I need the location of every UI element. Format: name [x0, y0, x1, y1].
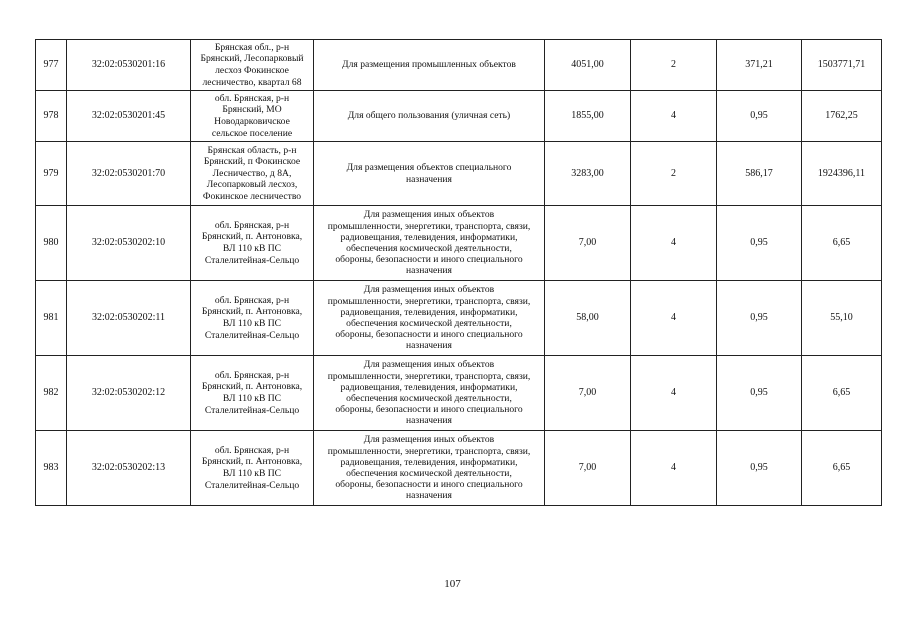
- address-cell-line: Лесничество, д 8А,: [212, 167, 292, 179]
- area-cell: 3283,00: [545, 142, 631, 206]
- permitted-use-cell: [314, 142, 545, 206]
- row-number-cell: 980: [36, 206, 67, 281]
- cadastral-value-cell: 1924396,11: [802, 142, 882, 206]
- permitted-use-cell: [314, 356, 545, 431]
- address-cell-line: ВЛ 110 кВ ПС: [222, 393, 282, 404]
- permitted-use-cell: [314, 431, 545, 506]
- address-cell: [191, 281, 314, 356]
- address-cell-line: обл. Брянская, р-н: [214, 444, 290, 456]
- permitted-use-cell: [314, 206, 545, 281]
- permitted-use-cell-line: назначения: [406, 415, 452, 427]
- address-cell-line: Сталелитейная-Сельцо: [204, 404, 300, 416]
- row-number-cell: 983: [36, 431, 67, 506]
- cadastral-value-cell: 6,65: [802, 431, 882, 506]
- address-cell-line: Сталелитейная-Сельцо: [204, 329, 300, 341]
- permitted-use-cell-line: обеспечения космической деятельности,: [346, 318, 512, 329]
- use-group-cell: 2: [631, 40, 717, 91]
- cadastral-value-cell: 1762,25: [802, 91, 882, 142]
- address-cell-line: обл. Брянская, р-н: [214, 294, 290, 306]
- area-cell: 58,00: [545, 281, 631, 356]
- permitted-use-cell: [314, 281, 545, 356]
- specific-value-cell: 0,95: [717, 206, 802, 281]
- permitted-use-cell-line: обороны, безопасности и иного специального: [335, 479, 523, 491]
- permitted-use-cell-line: радиовещания, телевидения, информатики,: [340, 306, 518, 318]
- permitted-use-cell-line: промышленности, энергетики, транспорта, связи,: [327, 295, 531, 307]
- permitted-use-cell: [314, 40, 545, 91]
- address-cell-line: Брянский, Лесопарковый: [200, 53, 304, 65]
- table-row: [36, 356, 882, 431]
- permitted-use-cell-line: назначения: [406, 340, 452, 352]
- area-cell: 7,00: [545, 431, 631, 506]
- table-row: [36, 142, 882, 206]
- cadastral-number-cell: 32:02:0530202:10: [67, 206, 191, 281]
- specific-value-cell: 0,95: [717, 356, 802, 431]
- address-cell: [191, 40, 314, 91]
- cadastral-number-cell: 32:02:0530202:11: [67, 281, 191, 356]
- permitted-use-cell: [314, 91, 545, 142]
- address-cell: [191, 91, 314, 142]
- address-cell-line: Лесопарковый лесхоз,: [206, 179, 298, 191]
- cadastral-number-cell: 32:02:0530201:45: [67, 91, 191, 142]
- table-row: [36, 206, 882, 281]
- permitted-use-cell-line: назначения: [406, 173, 452, 185]
- page-number: 107: [444, 578, 461, 590]
- use-group-cell: 4: [631, 281, 717, 356]
- address-cell-line: Брянский, п. Антоновка,: [201, 456, 303, 468]
- permitted-use-cell-line: обеспечения космической деятельности,: [346, 243, 512, 254]
- address-cell-line: ВЛ 110 кВ ПС: [222, 318, 282, 329]
- permitted-use-cell-line: Для размещения иных объектов: [363, 284, 495, 296]
- address-cell-line: Сталелитейная-Сельцо: [204, 254, 300, 266]
- table-row: [36, 431, 882, 506]
- address-cell-line: Брянский, п. Антоновка,: [201, 381, 303, 393]
- permitted-use-cell-line: обеспечения космической деятельности,: [346, 393, 512, 404]
- address-cell-line: обл. Брянская, р-н: [214, 92, 290, 104]
- cadastral-number-cell: 32:02:0530201:70: [67, 142, 191, 206]
- row-number-cell: 977: [36, 40, 67, 91]
- cadastral-value-cell: 55,10: [802, 281, 882, 356]
- permitted-use-cell-line: промышленности, энергетики, транспорта, связи,: [327, 370, 531, 382]
- address-cell-line: Брянская область, р-н: [207, 144, 297, 156]
- address-cell-line: Брянский, п. Антоновка,: [201, 231, 303, 243]
- use-group-cell: 4: [631, 356, 717, 431]
- specific-value-cell: 0,95: [717, 431, 802, 506]
- address-cell-line: Брянский, МО: [222, 104, 282, 116]
- table-row: [36, 281, 882, 356]
- use-group-cell: 4: [631, 206, 717, 281]
- address-cell-line: Брянская обл., р-н: [214, 41, 290, 53]
- cadastral-number-cell: 32:02:0530201:16: [67, 40, 191, 91]
- address-cell: [191, 356, 314, 431]
- address-cell-line: ВЛ 110 кВ ПС: [222, 243, 282, 254]
- cadastral-value-cell: 1503771,71: [802, 40, 882, 91]
- area-cell: 7,00: [545, 206, 631, 281]
- permitted-use-cell-line: обороны, безопасности и иного специального: [335, 329, 523, 341]
- permitted-use-cell-line: Для размещения иных объектов: [363, 434, 495, 446]
- permitted-use-cell-line: назначения: [406, 265, 452, 277]
- row-number-cell: 981: [36, 281, 67, 356]
- cadastral-value-cell: 6,65: [802, 356, 882, 431]
- address-cell-line: лесничество, квартал 68: [202, 76, 302, 88]
- address-cell-line: обл. Брянская, р-н: [214, 369, 290, 381]
- address-cell-line: Брянский, п Фокинское: [203, 156, 301, 168]
- specific-value-cell: 371,21: [717, 40, 802, 91]
- address-cell-line: Брянский, п. Антоновка,: [201, 306, 303, 318]
- address-cell-line: лесхоз Фокинское: [215, 65, 289, 76]
- address-cell-line: Сталелитейная-Сельцо: [204, 479, 300, 491]
- permitted-use-cell-line: обороны, безопасности и иного специального: [335, 254, 523, 266]
- cadastral-number-cell: 32:02:0530202:12: [67, 356, 191, 431]
- permitted-use-cell-line: радиовещания, телевидения, информатики,: [340, 456, 518, 468]
- permitted-use-cell-line: промышленности, энергетики, транспорта, связи,: [327, 220, 531, 232]
- use-group-cell: 4: [631, 431, 717, 506]
- address-cell: [191, 142, 314, 206]
- row-number-cell: 979: [36, 142, 67, 206]
- area-cell: 1855,00: [545, 91, 631, 142]
- permitted-use-cell-line: Для размещения иных объектов: [363, 359, 495, 371]
- address-cell-line: Фокинское лесничество: [202, 190, 302, 202]
- cadastral-value-cell: 6,65: [802, 206, 882, 281]
- use-group-cell: 4: [631, 91, 717, 142]
- address-cell: [191, 206, 314, 281]
- use-group-cell: 2: [631, 142, 717, 206]
- permitted-use-cell-line: Для размещения промышленных объектов: [342, 59, 516, 71]
- area-cell: 4051,00: [545, 40, 631, 91]
- cadastral-number-cell: 32:02:0530202:13: [67, 431, 191, 506]
- address-cell-line: обл. Брянская, р-н: [214, 219, 290, 231]
- permitted-use-cell-line: Для размещения иных объектов: [363, 209, 495, 221]
- permitted-use-cell-line: Для размещения объектов специального: [346, 162, 512, 174]
- specific-value-cell: 586,17: [717, 142, 802, 206]
- permitted-use-cell-line: Для общего пользования (уличная сеть): [347, 110, 511, 122]
- permitted-use-cell-line: обеспечения космической деятельности,: [346, 468, 512, 479]
- address-cell-line: ВЛ 110 кВ ПС: [222, 468, 282, 479]
- permitted-use-cell-line: радиовещания, телевидения, информатики,: [340, 381, 518, 393]
- row-number-cell: 982: [36, 356, 67, 431]
- address-cell: [191, 431, 314, 506]
- specific-value-cell: 0,95: [717, 91, 802, 142]
- permitted-use-cell-line: назначения: [406, 490, 452, 502]
- table-row: [36, 40, 882, 91]
- permitted-use-cell-line: обороны, безопасности и иного специального: [335, 404, 523, 416]
- address-cell-line: Новодарковичское: [214, 116, 290, 127]
- address-cell-line: сельское поселение: [211, 127, 293, 139]
- land-plots-table: [35, 39, 882, 506]
- row-number-cell: 978: [36, 91, 67, 142]
- table-row: [36, 91, 882, 142]
- specific-value-cell: 0,95: [717, 281, 802, 356]
- table-body: [36, 40, 882, 506]
- area-cell: 7,00: [545, 356, 631, 431]
- permitted-use-cell-line: радиовещания, телевидения, информатики,: [340, 231, 518, 243]
- permitted-use-cell-line: промышленности, энергетики, транспорта, связи,: [327, 445, 531, 457]
